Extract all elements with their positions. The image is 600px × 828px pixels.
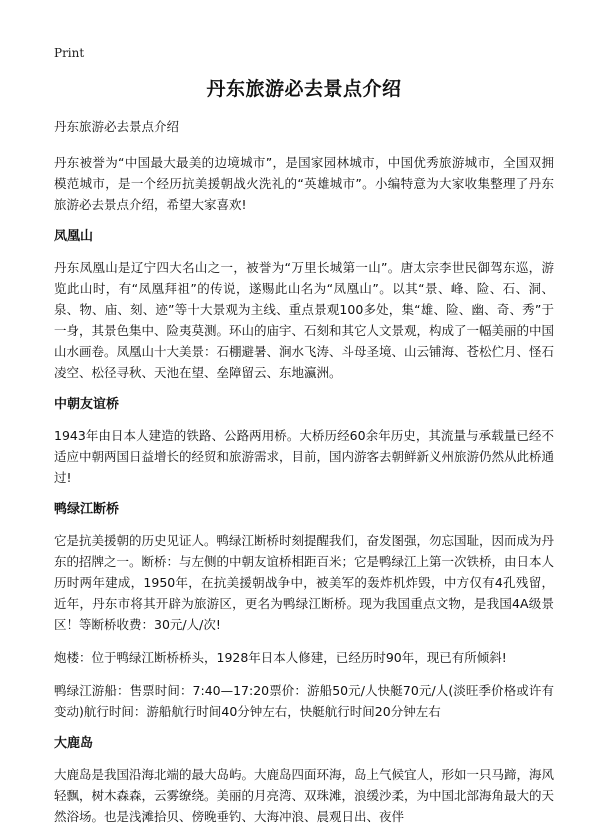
section-paragraph: 丹东凤凰山是辽宁四大名山之一，被誉为“万里长城第一山”。唐太宗李世民御驾东巡，游览此山时，有“凤凰拜祖”的传说，遂赐此山名为“凤凰山”。以其“景、峰、险、石、洞、泉、物、庙、刻、迹”等十大景观为主线、重点景观100多处，集“雄、险、幽、奇、秀”于一身，其景色集中、险夷莫测。环山的庙宇、石刻和其它人文景观，构成了一幅美丽的中国山水画卷。凤凰山十大美景：石棚避暑、涧水飞涛、斗母圣境、山云铺海、苍松伫月、怪石凌空、松径寻秋、天池在望、垒障留云、东地瀛洲。 — [54, 260, 555, 380]
page-subtitle: 丹东旅游必去景点介绍 — [54, 119, 180, 134]
section-heading-dalu-island: 大鹿岛 — [54, 736, 94, 751]
intro-paragraph: 丹东被誉为“中国最大最美的边境城市”，是国家园林城市，中国优秀旅游城市，全国双拥模范城市，是一个经历抗美援朝战火洗礼的“英雄城市”。小编特意为大家收集整理了丹东旅游必去景点介绍，希望大家喜欢! — [54, 155, 554, 212]
section-heading-fenghuangshan: 凤凰山 — [54, 229, 94, 244]
page-title: 丹东旅游必去景点介绍 — [206, 78, 402, 100]
section-paragraph: 大鹿岛是我国沿海北端的最大岛屿。大鹿岛四面环海，岛上气候宜人，形如一只马蹄，海风轻飘，树木森森，云雾缭绕。美丽的月亮湾、双珠滩，浪缓沙柔，为中国北部海角最大的天然浴场。也是浅滩拾贝、傍晚垂钓、大海冲浪、晨观日出、夜伴 — [54, 767, 555, 824]
section-heading-broken-bridge: 鸭绿江断桥 — [54, 502, 120, 517]
section-heading-friendship-bridge: 中朝友谊桥 — [54, 397, 120, 412]
section-paragraph: 鸭绿江游船：售票时间：7:40—17:20票价：游船50元/人快艇70元/人(淡旺季价格或许有变动)航行时间：游船航行时间40分钟左右，快艇航行时间20分钟左右 — [54, 683, 554, 719]
section-paragraph: 炮楼：位于鸭绿江断桥桥头，1928年日本人修建，已经历时90年，现已有所倾斜! — [54, 650, 507, 665]
section-paragraph: 1943年由日本人建造的铁路、公路两用桥。大桥历经60余年历史，其流量与承载量已经不适应中朝两国日益增长的经贸和旅游需求，目前，国内游客去朝鲜新义州旅游仍然从此桥通过! — [54, 428, 555, 485]
print-link[interactable]: Print — [54, 46, 85, 60]
section-paragraph: 它是抗美援朝的历史见证人。鸭绿江断桥时刻提醒我们，奋发图强，勿忘国耻，因而成为丹东的招牌之一。断桥：与左侧的中朝友谊桥相距百米；它是鸭绿江上第一次铁桥，由日本人历时两年建成，1950年，在抗美援朝战争中，被美军的轰炸机炸毁，中方仅有4孔残留，近年，丹东市将其开辟为旅游区，更名为鸭绿江断桥。现为我国重点文物，是我国4A级景区！等断桥收费：30元/人/次! — [54, 533, 555, 632]
